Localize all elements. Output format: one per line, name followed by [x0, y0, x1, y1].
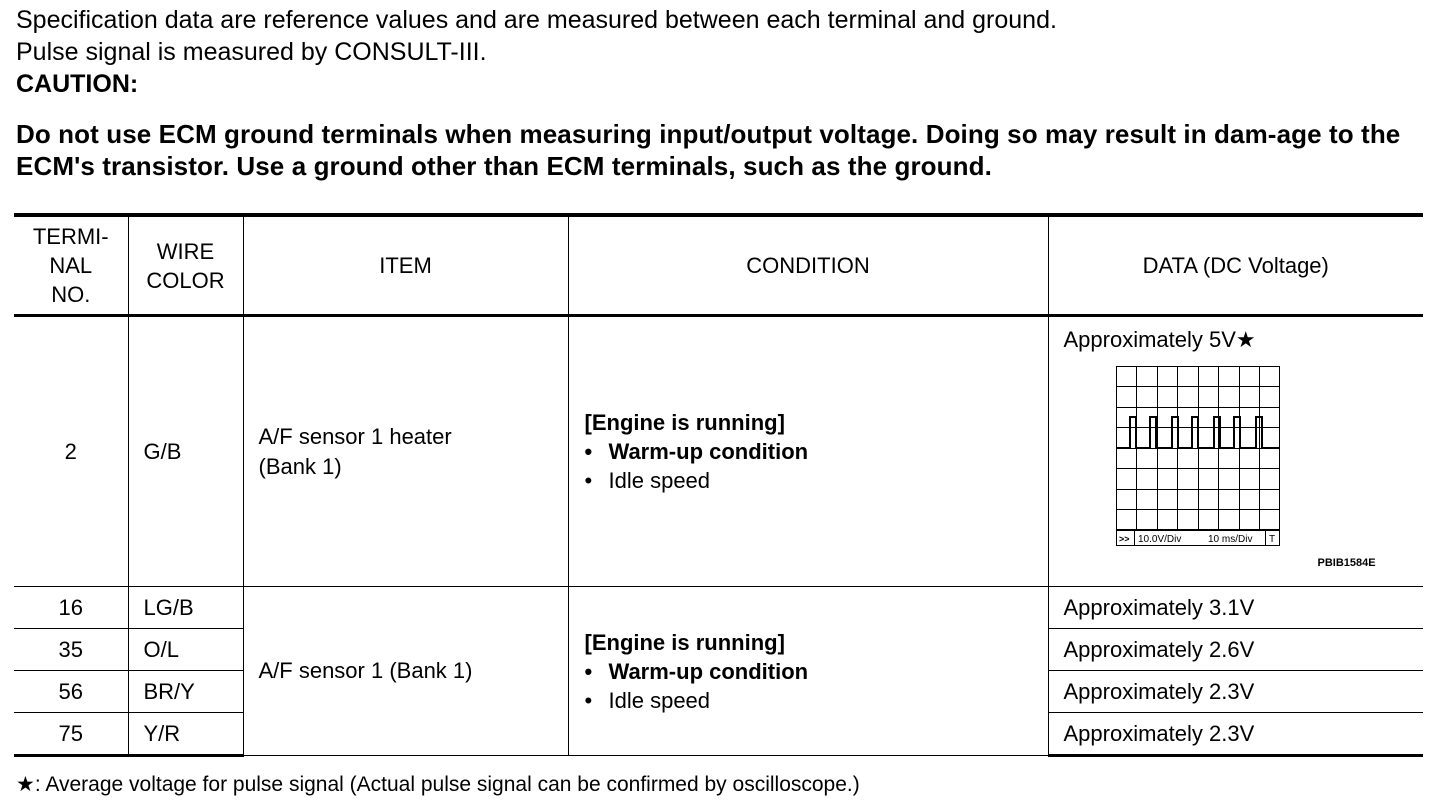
- wire-color: LG/B: [128, 587, 243, 629]
- data-cell: [1048, 316, 1423, 587]
- terminal-no: 2: [14, 316, 128, 587]
- scope-volt-div: 10.0V/Div: [1137, 534, 1181, 545]
- bullet-dot: •: [584, 687, 593, 713]
- header-condition: CONDITION: [568, 215, 1048, 316]
- table-row: [14, 587, 1423, 629]
- terminal-no: 16: [14, 587, 128, 629]
- header-data: DATA (DC Voltage): [1048, 215, 1423, 316]
- condition-title: [Engine is running]: [584, 629, 785, 655]
- data-value: Approximately 3.1V: [1048, 587, 1423, 629]
- bullet-dot: •: [584, 439, 593, 464]
- scope-time-div: 10 ms/Div: [1207, 534, 1252, 545]
- condition-cell: [568, 316, 1048, 587]
- item-cell: A/F sensor 1 heater (Bank 1): [243, 316, 568, 587]
- star-icon: ★: [16, 773, 35, 796]
- condition-bullet: • Warm-up condition: [584, 658, 809, 684]
- pulse-trace: [1116, 417, 1280, 448]
- caution-body: Do not use ECM ground terminals when measuring input/output voltage. Doing so may result in dam-age to the ECM's transistor. Use a ground other than ECM terminals, such as the ground.: [16, 119, 1401, 181]
- data-value: Approximately 2.3V: [1048, 671, 1423, 713]
- wire-color: BR/Y: [128, 671, 243, 713]
- data-value: Approximately 2.6V: [1048, 629, 1423, 671]
- caution-title: CAUTION:: [16, 70, 139, 98]
- footnote-text: : Average voltage for pulse signal (Actual pulse signal can be confirmed by oscilloscope.): [34, 773, 860, 796]
- intro-line-1: Specification data are reference values and are measured between each terminal and ground.: [16, 6, 1057, 34]
- bullet-dot: •: [584, 658, 593, 684]
- header-terminal: TERMI- NAL NO.: [14, 215, 128, 316]
- condition-bullet: • Idle speed: [584, 468, 711, 493]
- wire-color: O/L: [128, 629, 243, 671]
- header-item: ITEM: [243, 215, 568, 316]
- table-header-row: [14, 215, 1423, 316]
- oscilloscope-waveform: [1116, 366, 1280, 548]
- condition-title: [Engine is running]: [584, 410, 785, 435]
- condition-bullet: • Idle speed: [584, 687, 711, 713]
- wire-color: G/B: [128, 316, 243, 587]
- scope-left-label: >>: [1118, 534, 1130, 544]
- header-wire-color: WIRE COLOR: [128, 215, 243, 316]
- footnote: [16, 772, 860, 797]
- intro-text: [16, 4, 1436, 182]
- star-icon: ★: [1235, 327, 1256, 352]
- terminal-no: 56: [14, 671, 128, 713]
- item-cell: A/F sensor 1 (Bank 1): [243, 587, 568, 756]
- condition-bullet: • Warm-up condition: [584, 439, 809, 464]
- wire-color: Y/R: [128, 713, 243, 756]
- terminal-spec-table: [14, 213, 1423, 757]
- terminal-no: 35: [14, 629, 128, 671]
- figure-code: PBIB1584E: [1317, 557, 1376, 569]
- data-value: Approximately 2.3V: [1048, 713, 1423, 756]
- bullet-dot: •: [584, 468, 593, 493]
- table-row: [14, 316, 1423, 587]
- intro-line-2: Pulse signal is measured by CONSULT-III.: [16, 38, 487, 66]
- terminal-no: 75: [14, 713, 128, 756]
- data-value: Approximately 5V★: [1063, 327, 1256, 352]
- scope-right-label: T: [1268, 534, 1275, 545]
- condition-cell: [568, 587, 1048, 756]
